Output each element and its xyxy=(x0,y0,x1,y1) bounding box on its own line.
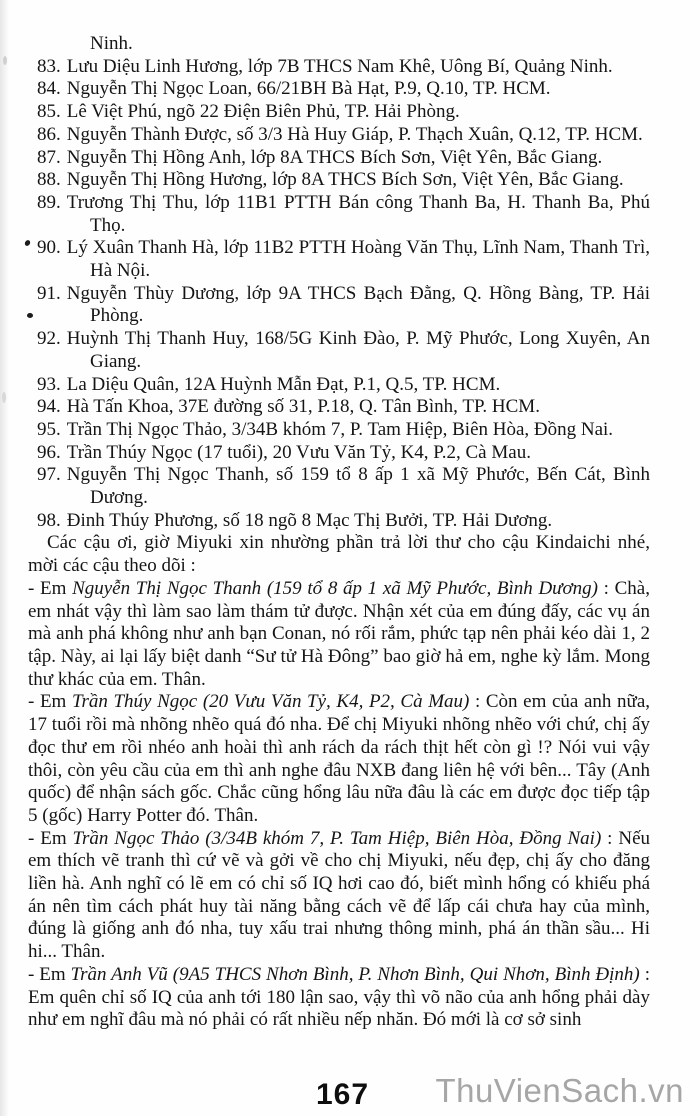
list-item-text: Đinh Thúy Phương, số 18 ngõ 8 Mạc Thị Bưởi, TP. Hải Dương. xyxy=(66,509,553,531)
list-item-number: 95. xyxy=(37,418,61,440)
list-item-text: Nguyễn Thị Hồng Hương, lớp 8A THCS Bích Sơn, Việt Yên, Bắc Giang. xyxy=(66,169,624,191)
list-item-number: 85. xyxy=(37,101,61,123)
reply-name-address: Trần Anh Vũ (9A5 THCS Nhơn Bình, P. Nhơn Bình, Qui Nhơn, Bình Định) xyxy=(70,963,640,985)
reply-prefix: - Em xyxy=(28,577,73,599)
list-item-number: 88. xyxy=(37,169,61,191)
scan-speck xyxy=(2,392,6,403)
reply-prefix: - Em xyxy=(28,963,71,985)
reply-name-address: Nguyễn Thị Ngọc Thanh (159 tổ 8 ấp 1 xã Mỹ Phước, Bình Dương) xyxy=(72,577,598,599)
list-item-text: Lưu Diệu Linh Hương, lớp 7B THCS Nam Khê, Uông Bí, Quảng Ninh. xyxy=(66,55,613,77)
reply-name-address: Trần Thúy Ngọc (20 Vưu Văn Tỷ, K4, P2, Cà Mau) xyxy=(71,691,470,713)
list-item-text: Trần Thị Ngọc Thảo, 3/34B khóm 7, P. Tam Hiệp, Biên Hòa, Đồng Nai. xyxy=(66,418,614,440)
list-item-text: Nguyễn Thùy Dương, lớp 9A THCS Bạch Đằng, Q. Hồng Bàng, TP. Hải Phòng. xyxy=(66,282,650,327)
list-item-number: 94. xyxy=(37,396,61,418)
list-item-number: 89. xyxy=(37,191,61,213)
reply-body: : Chà, em nhát vậy thì làm sao làm thám tử được. Nhận xét của em đúng đấy, các vụ án mà anh phá không như anh bạn Conan, nó rối rắm, phức tạp nên phải kéo dài 1, 2 tập. Này, ai lại lấy biệt danh “Sư tử Hà Đông” bao giờ hả em, nghe kỳ lắm. Mong thư khác của em. Thân. xyxy=(28,577,650,690)
list-item-text: Trương Thị Thu, lớp 11B1 PTTH Bán công Thanh Ba, H. Thanh Ba, Phú Thọ. xyxy=(66,191,650,236)
list-item-continuation: Ninh. xyxy=(90,33,133,54)
list-item xyxy=(28,442,650,465)
list-item-number: 91. xyxy=(37,282,61,304)
list-item-number: 86. xyxy=(37,123,61,145)
list-item-number: 90. xyxy=(37,237,61,259)
reply-prefix: - Em xyxy=(28,827,73,849)
list-item-text: Nguyễn Thị Hồng Anh, lớp 8A THCS Bích Sơn, Việt Yên, Bắc Giang. xyxy=(66,146,603,168)
list-item-number: 84. xyxy=(37,78,61,100)
reply-paragraph xyxy=(28,964,650,1032)
page-content xyxy=(28,33,650,1032)
list-item-number: 97. xyxy=(37,464,61,486)
watermark-text: ThuVienSach.vn xyxy=(435,1072,684,1109)
list-item-number: 87. xyxy=(37,146,61,168)
list-item xyxy=(28,328,650,373)
list-item-text: Nguyễn Thị Ngọc Thanh, số 159 tổ 8 ấp 1 xã Mỹ Phước, Bến Cát, Bình Dương. xyxy=(66,464,650,509)
reply-prefix: - Em xyxy=(28,691,72,713)
list-item-text: Huỳnh Thị Thanh Huy, 168/5G Kinh Đào, P. Mỹ Phước, Long Xuyên, An Giang. xyxy=(66,328,650,372)
scan-speck xyxy=(3,56,7,65)
intro-paragraph: Các cậu ơi, giờ Miyuki xin nhường phần trả lời thư cho cậu Kindaichi nhé, mời các cậu theo dõi : xyxy=(28,532,650,577)
list-item-text: La Diệu Quân, 12A Huỳnh Mẫn Đạt, P.1, Q.5, TP. HCM. xyxy=(66,373,501,395)
list-item xyxy=(28,510,650,533)
list-item xyxy=(28,237,650,282)
reply-paragraph xyxy=(28,828,650,964)
list-item xyxy=(28,283,650,328)
list-item xyxy=(28,374,650,397)
list-item-text: Lý Xuân Thanh Hà, lớp 11B2 PTTH Hoàng Văn Thụ, Lĩnh Nam, Thanh Trì, Hà Nội. xyxy=(66,237,650,282)
reply-body: : Nếu em thích vẽ tranh thì cứ vẽ và gởi về cho chị Miyuki, nếu đẹp, chị ấy cho đăng liền hà. Anh nghĩ có lẽ em có chỉ số IQ hơi cao đó, biết mình hổng có khiếu phá án nên tìm cách phát huy tài năng bằng cách vẽ để lấp cái chưa hay của mình, đúng là giống anh đó nha, tuy xấu trai nhưng thông minh, phá án thần sầu... Hi hi... Thân. xyxy=(28,827,651,963)
list-item-number: 83. xyxy=(37,55,61,77)
list-item-text: Hà Tấn Khoa, 37E đường số 31, P.18, Q. Tân Bình, TP. HCM. xyxy=(66,396,540,418)
list-item xyxy=(28,101,650,124)
list-item xyxy=(28,464,650,509)
page-number: 167 xyxy=(316,1078,370,1111)
list-item xyxy=(28,192,650,237)
list-item xyxy=(28,169,650,192)
list-item-text: Trần Thúy Ngọc (17 tuổi), 20 Vưu Văn Tỷ, K4, P.2, Cà Mau. xyxy=(66,441,531,463)
reply-body: : Còn em của anh nữa, 17 tuổi rồi mà nhõng nhẽo quá đó nha. Để chị Miyuki nhõng nhẽo với chứ, chị ấy đọc thư em rồi nhéo anh hoài thì anh rách da rách thịt hết còn gì !? Nói vui vậy thôi, còn yêu cầu của em thì anh nghe đâu NXB đang liên hệ với bên... Tây (Anh quốc) để nhận sách gốc. Chắc cũng hổng lâu nữa đâu là các em được đọc tiếp tập 5 (gốc) Harry Potter đó. Thân. xyxy=(28,691,651,826)
list-item xyxy=(28,147,650,170)
list-item-text: Nguyễn Thành Được, số 3/3 Hà Huy Giáp, P. Thạch Xuân, Q.12, TP. HCM. xyxy=(66,123,643,145)
list-item xyxy=(28,419,650,442)
list-item-number: 98. xyxy=(37,509,61,531)
reply-body: : Em quên chỉ số IQ của anh tới 180 lận sao, vậy thì võ não của anh hổng phải dày như em nghĩ đâu mà nó phải có rất nhiều nếp nhăn. Đó mới là cơ sở sinh xyxy=(28,963,650,1031)
reply-name-address: Trần Ngọc Thảo (3/34B khóm 7, P. Tam Hiệp, Biên Hòa, Đồng Nai) xyxy=(72,827,602,849)
list-item xyxy=(28,56,650,79)
list-item-number: 96. xyxy=(37,441,61,463)
list-item-number: 93. xyxy=(37,373,61,395)
scan-edge-shadow xyxy=(0,0,9,1116)
list-item xyxy=(28,396,650,419)
list-item-number: 92. xyxy=(37,328,61,350)
reply-paragraph xyxy=(28,578,650,692)
list-item xyxy=(28,78,650,101)
list-item-text: Lê Việt Phú, ngõ 22 Điện Biên Phủ, TP. Hải Phòng. xyxy=(66,101,460,123)
list-item xyxy=(28,124,650,147)
reply-paragraph xyxy=(28,691,650,827)
list-item-text: Nguyễn Thị Ngọc Loan, 66/21BH Bà Hạt, P.9, Q.10, TP. HCM. xyxy=(66,78,551,100)
